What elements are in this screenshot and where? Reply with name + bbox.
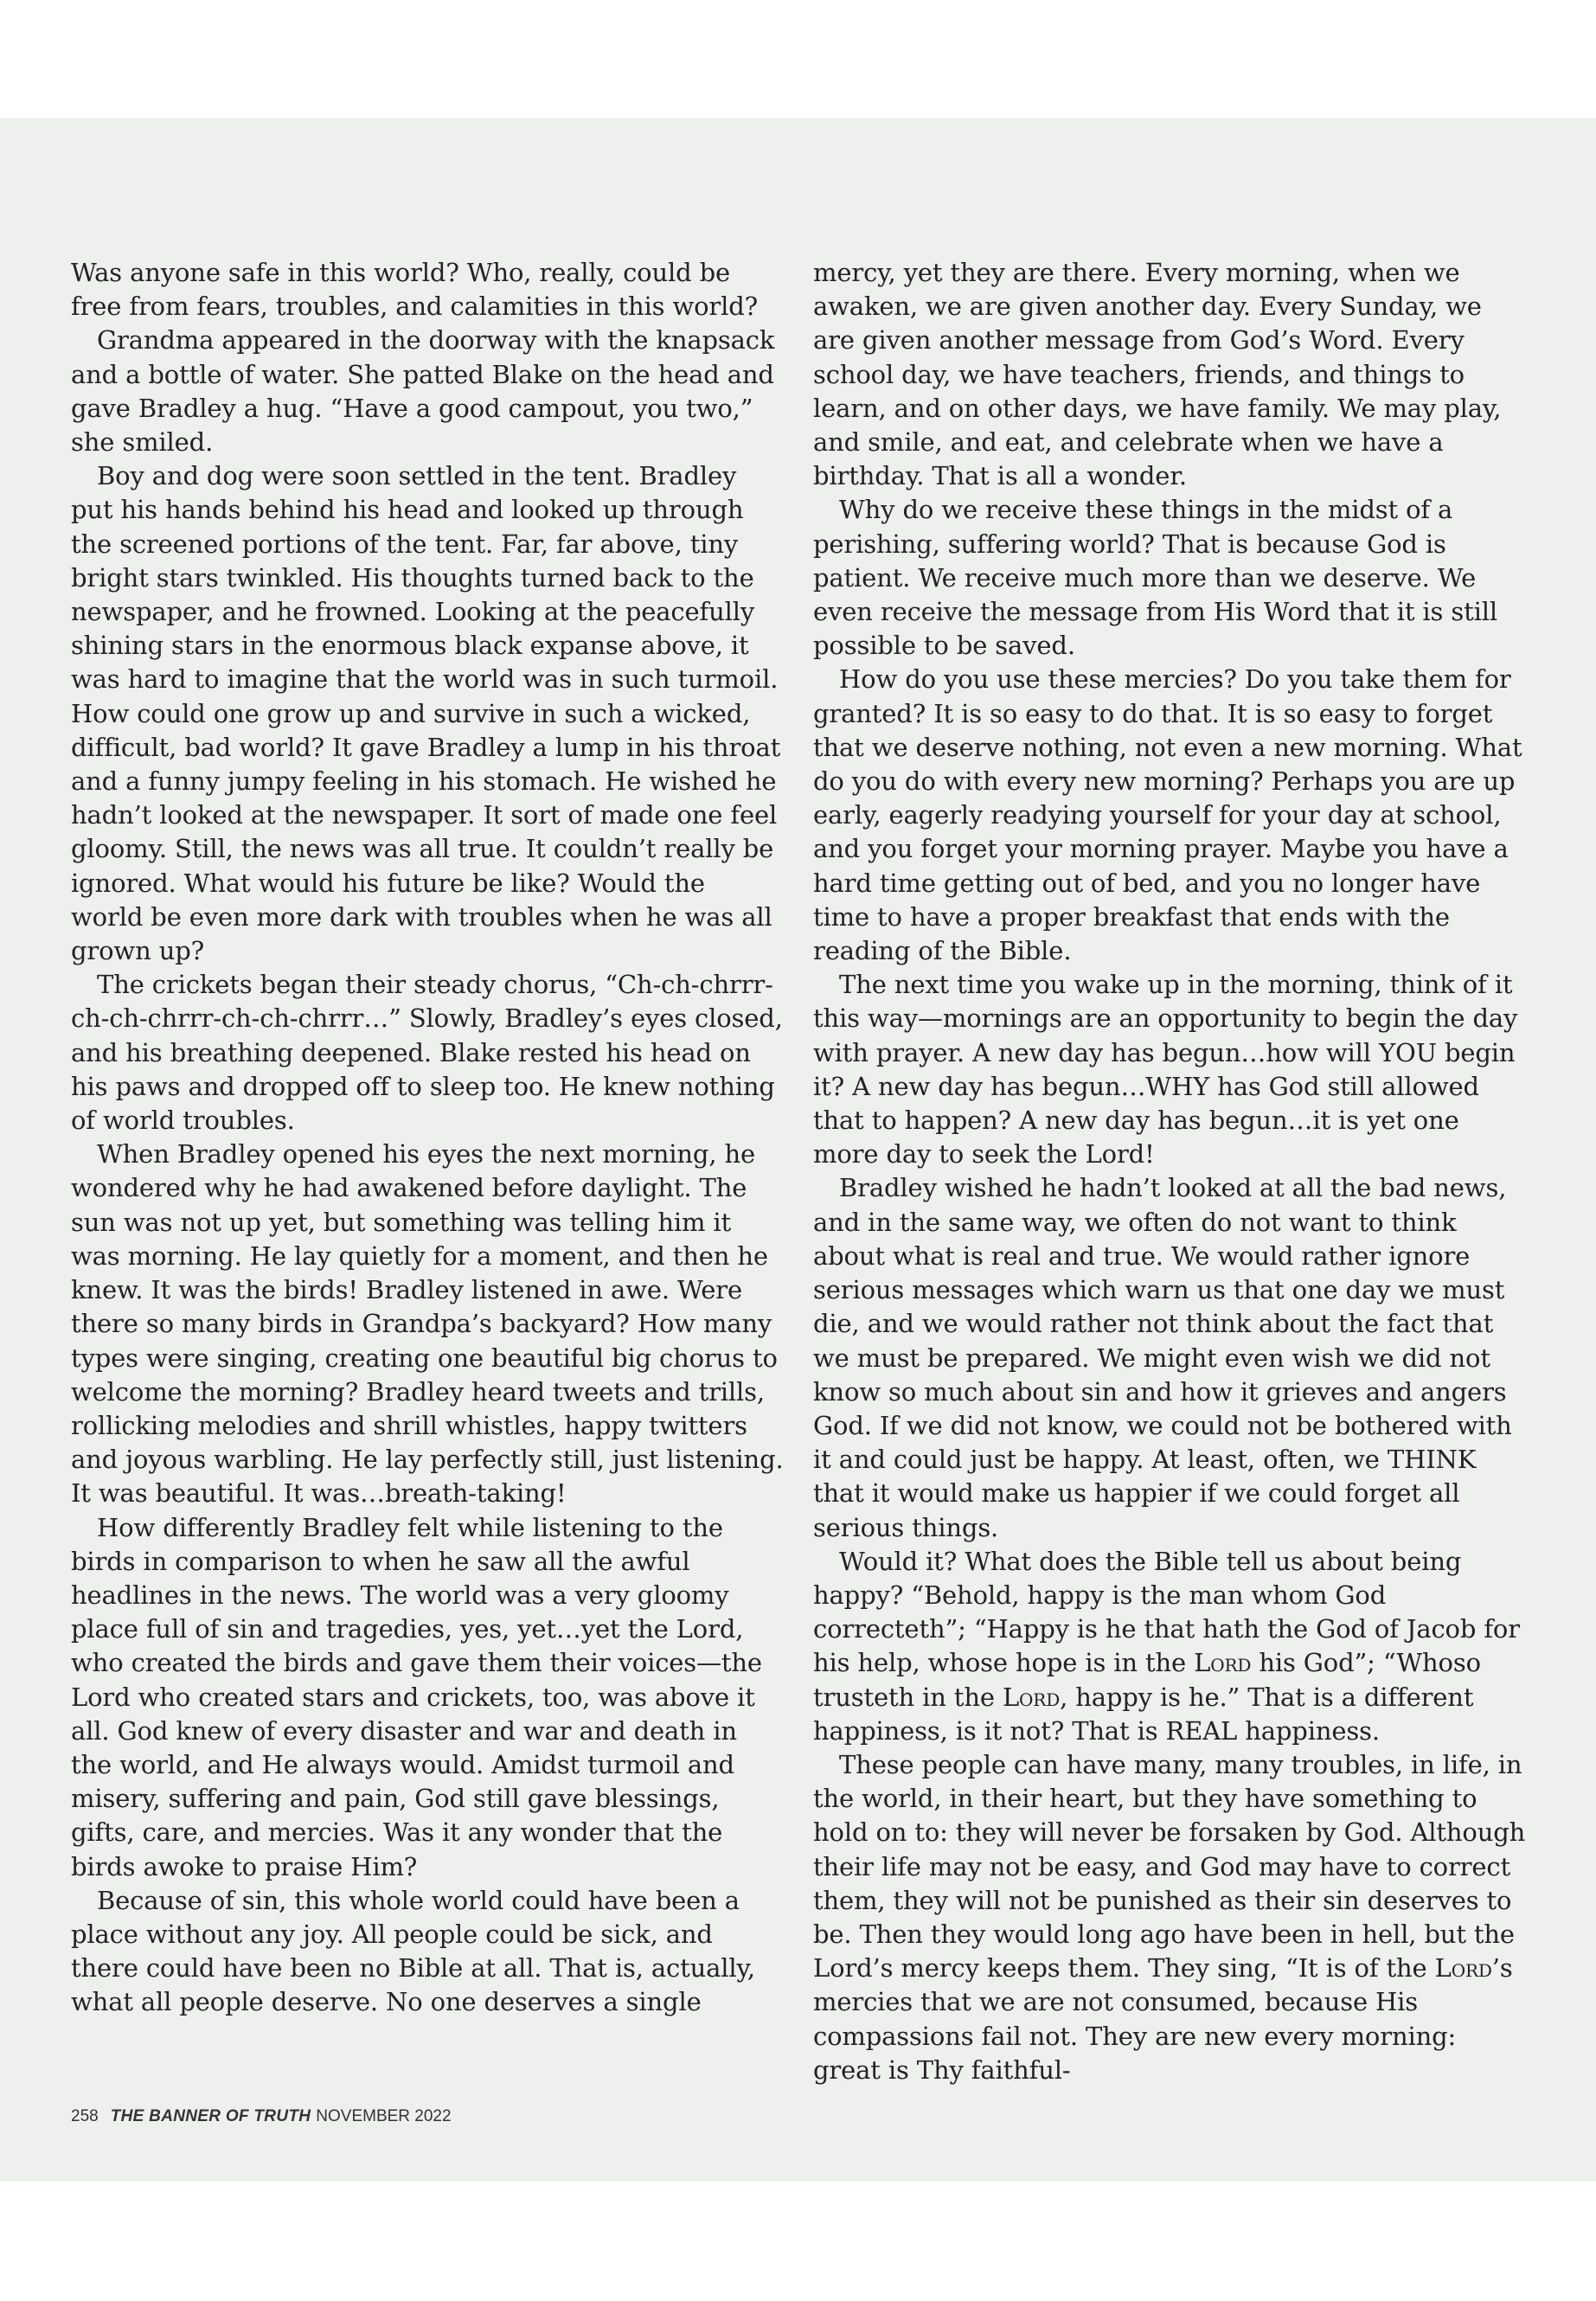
paragraph: How differently Bradley felt while listening to the birds in comparison to when he saw all the awful headlines in the news. The world was a very gloomy place full of sin and tragedies, yes, yet…yet the Lord, who created the birds and gave them their voices—the Lord who created stars and crickets, too, was above it all. God knew of every disaster and war and death in the world, and He always would. Amidst turmoil and misery, suffering and pain, God still gave blessings, gifts, care, and mercies. Was it any wonder that the birds awoke to praise Him? bbox=[71, 1512, 762, 1881]
paragraph: When Bradley opened his eyes the next morning, he wondered why he had awakened before daylight. The sun was not up yet, but something was telling him it was morning. He lay quietly for a moment, and then he knew. It was the birds! Bradley listened in awe. Were there so many birds in Grandpa’s backyard? How many types were singing, creating one beautiful big chorus to welcome the morning? Bradley heard tweets and trills, rollicking melodies and shrill whistles, happy twitters and joyous warbling. He lay perfectly still, just listening. It was beautiful. It was…breath-taking! bbox=[71, 1139, 784, 1509]
paragraph: Bradley wished he hadn’t looked at all the bad news, and in the same way, we often do not want to think about what is real and true. We would rather ignore serious messages which warn us that one day we must die, and we would rather not think about the fact that we must be prepared. We might even wish we did not know so much about sin and how it grieves and angers God. If we did not know, we could not be bothered with it and could just be happy. At least, often, we THINK that it would make us happier if we could forget all serious things. bbox=[813, 1173, 1512, 1542]
paragraph: mercy, yet they are there. Every morning, when we awaken, we are given another day. Every Sunday, we are given another message from God’s Word. Every school day, we have teachers, friends, and things to learn, and on other days, we have family. We may play, and smile, and eat, and celebrate when we have a birthday. That is all a wonder. bbox=[813, 258, 1502, 491]
page-sheet bbox=[0, 118, 1596, 2182]
paragraph: Grandma appeared in the doorway with the knapsack and a bottle of water. She patted Blake on the head and gave Bradley a hug. “Have a good campout, you two,” she smiled. bbox=[71, 325, 775, 458]
text-run: ’s mercies that we are not consumed, because His compassions fail not. They are new every morning: great is Thy faithful- bbox=[813, 1953, 1513, 2085]
magazine-title: THE BANNER OF TRUTH bbox=[110, 2107, 311, 2125]
paragraph bbox=[813, 1748, 1527, 2087]
paragraph bbox=[813, 1545, 1527, 1748]
text-run: , happy is he.” That is a different happiness, is it not? That is REAL happiness. bbox=[813, 1682, 1474, 1746]
text-run: his God”; “Whoso trusteth in the bbox=[813, 1648, 1481, 1712]
paragraph: Why do we receive these things in the midst of a perishing, suffering world? That is because God is patient. We receive much more than we deserve. We even receive the message from His Word that it is still possible to be saved. bbox=[813, 495, 1497, 661]
paragraph: How do you use these mercies? Do you take them for granted? It is so easy to do that. It is so easy to forget that we deserve nothing, not even a new morning. What do you do with every new morning? Perhaps you are up early, eagerly readying yourself for your day at school, and you forget your morning prayer. Maybe you have a hard time getting out of bed, and you no longer have time to have a proper breakfast that ends with the reading of the Bible. bbox=[813, 664, 1522, 966]
paragraph: Was anyone safe in this world? Who, really, could be free from fears, troubles, and calamities in this world? bbox=[71, 258, 759, 322]
paragraph: The next time you wake up in the morning, think of it this way—mornings are an opportunity to begin the day with prayer. A new day has begun…how will YOU begin it? A new day has begun…WHY has God still allowed that to happen? A new day has begun…it is yet one more day to seek the Lord! bbox=[813, 970, 1518, 1170]
right-column bbox=[813, 256, 1527, 2087]
lord-smallcaps: Lord bbox=[1434, 1953, 1492, 1984]
text-run: Would it? What does the Bible tell us about being happy? “Behold, happy is the man whom God correcteth”; “Happy is he that hath the God of Jacob for his help, whose hope is in the bbox=[813, 1546, 1520, 1678]
paragraph: The crickets began their steady chorus, “Ch-ch-chrrr-ch-ch-chrrr-ch-ch-chrrr…” Slowly, Bradley’s eyes closed, and his breathing deepened. Blake rested his head on his paws and dropped off to sleep too. He knew nothing of world troubles. bbox=[71, 970, 783, 1136]
paragraph: Boy and dog were soon settled in the tent. Bradley put his hands behind his head and looked up through the screened portions of the tent. Far, far above, tiny bright stars twinkled. His thoughts turned back to the newspaper, and he frowned. Looking at the peacefully shining stars in the enormous black expanse above, it was hard to imagine that the world was in such turmoil. How could one grow up and survive in such a wicked, difficult, bad world? It gave Bradley a lump in his throat and a funny jumpy feeling in his stomach. He wished he hadn’t looked at the newspaper. It sort of made one feel gloomy. Still, the news was all true. It couldn’t really be ignored. What would his future be like? Would the world be even more dark with troubles when he was all grown up? bbox=[71, 461, 781, 966]
page-footer bbox=[71, 2107, 452, 2126]
page-number: 258 bbox=[71, 2107, 99, 2125]
issue-date: NOVEMBER 2022 bbox=[316, 2107, 452, 2125]
paragraph: Because of sin, this whole world could have been a place without any joy. All people could be sick, and there could have been no Bible at all. That is, actually, what all people deserve. No one deserves a single bbox=[71, 1885, 755, 2017]
left-column bbox=[71, 256, 785, 2020]
lord-smallcaps: Lord bbox=[1194, 1648, 1252, 1678]
text-run: These people can have many, many troubles, in life, in the world, in their heart, but they have something to hold on to: they will never be forsaken by God. Although their life may not be easy, and God may have to correct them, they will not be punished as their sin deserves to be. Then they would long ago have been in hell, but the Lord’s mercy keeps them. They sing, “It is of the bbox=[813, 1749, 1526, 1984]
lord-smallcaps: Lord bbox=[1002, 1682, 1061, 1712]
